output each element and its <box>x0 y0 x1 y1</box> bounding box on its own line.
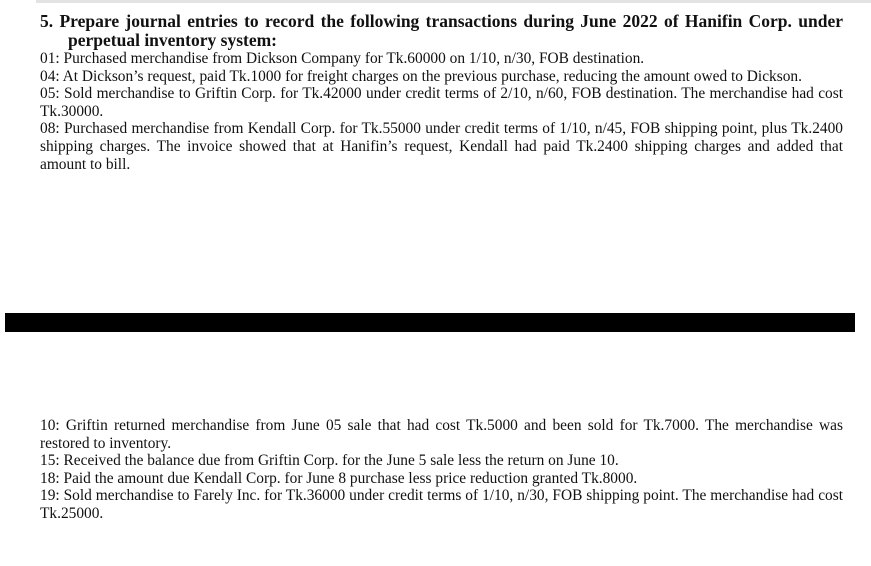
transaction-june-04: 04: At Dickson’s request, paid Tk.1000 for freight charges on the previous purchase, reducing the amount owed to Dickson. <box>40 67 802 85</box>
question-title: 5. Prepare journal entries to record the following transactions during June 2022 of Hanifin Corp. under perpetual inventory system: <box>40 11 843 50</box>
page-top-border <box>36 0 871 3</box>
transaction-june-01: 01: Purchased merchandise from Dickson Company for Tk.60000 on 1/10, n/30, FOB destination. <box>40 50 645 67</box>
transaction-june-19: 19: Sold merchandise to Farely Inc. for Tk.36000 under credit terms of 1/10, n/30, FOB shipping point. The merchandise had cost Tk.25000. <box>40 487 843 522</box>
page-divider-bar <box>5 313 855 332</box>
question-block-top <box>40 12 843 173</box>
question-block-bottom <box>40 417 843 523</box>
transaction-june-08: 08: Purchased merchandise from Kendall Corp. for Tk.55000 under credit terms of 1/10, n/45, FOB shipping point, plus Tk.2400 shipping charges. The invoice showed that at Hanifin’s request, Kendall had paid Tk.2400 shipping charges and added that amount to bill. <box>40 120 843 173</box>
transaction-june-18: 18: Paid the amount due Kendall Corp. for June 8 purchase less price reduction granted Tk.8000. <box>40 469 638 487</box>
transaction-june-10: 10: Griftin returned merchandise from June 05 sale that had cost Tk.5000 and been sold for Tk.7000. The merchandise was restored to inventory. <box>40 417 843 452</box>
transaction-june-05: 05: Sold merchandise to Griftin Corp. for Tk.42000 under credit terms of 2/10, n/60, FOB destination. The merchandise had cost Tk.30000. <box>40 85 843 120</box>
transaction-june-15: 15: Received the balance due from Griftin Corp. for the June 5 sale less the return on June 10. <box>40 452 619 470</box>
